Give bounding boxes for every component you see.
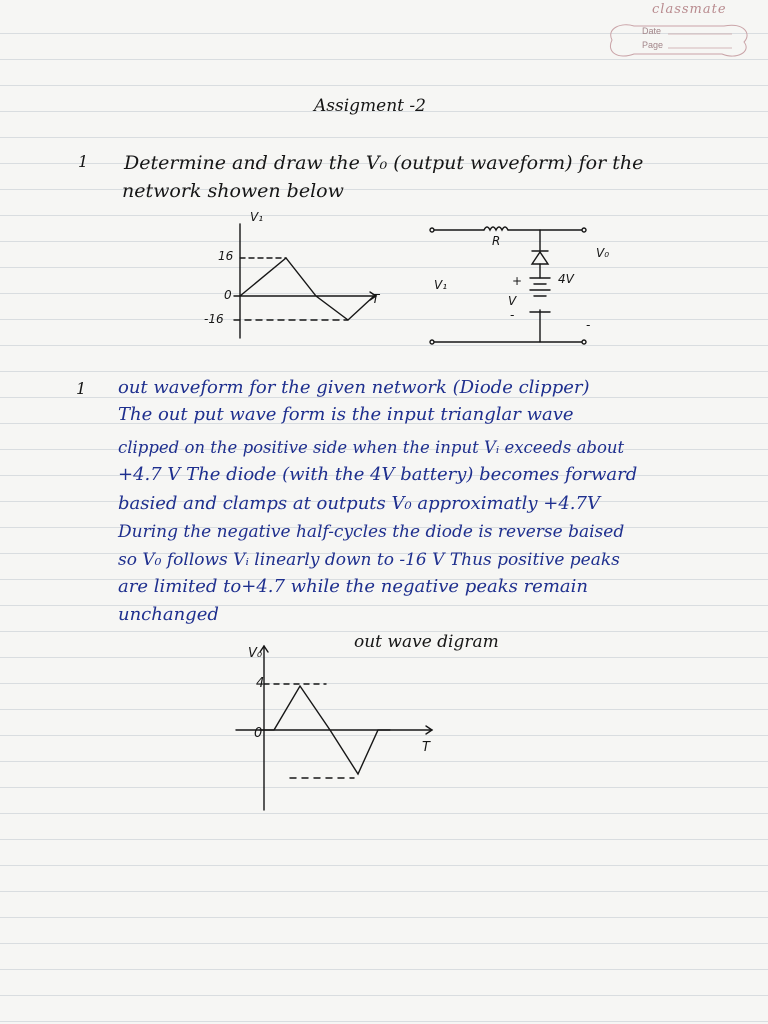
output-graph-caption: out wave digram [354,632,499,652]
answer-line-4: +4.7 V The diode (with the 4V battery) becomes forward [118,464,638,485]
answer-line-6: During the negative half-cycles the diode is reverse baised [118,522,625,542]
clipper-circuit-diagram [424,220,624,350]
resistor-icon [484,227,508,230]
answer-line-1: out waveform for the given network (Diode clipper) [118,377,590,398]
answer-number: 1 [76,379,87,398]
battery-voltage-label: V [508,294,517,308]
assignment-heading: Assigment -2 [314,96,426,116]
circuit-output-label: V₀ [596,246,610,260]
circuit-input-label: V₁ [434,278,448,292]
question-line-2: network showen below [122,180,344,202]
question-line-1: Determine and draw the V₀ (output waveform) for the [124,152,644,174]
answer-line-7: so V₀ follows Vᵢ linearly down to -16 V Thus positive peaks [118,550,620,570]
input-tick-positive: 16 [218,249,234,263]
answer-line-8: are limited to+4.7 while the negative peaks remain [118,576,588,597]
input-ylabel: V₁ [250,210,264,224]
date-page-frame-icon [604,18,750,62]
input-triangle-wave [240,258,374,320]
input-origin: 0 [224,288,232,302]
circuit-output-terminal-top [582,228,586,232]
output-xlabel: T [422,740,430,755]
answer-line-5: basied and clamps at outputs V₀ approximatly +4.7V [118,493,600,514]
date-page-box [604,18,750,62]
page-label: Page [642,40,664,50]
battery-minus-label: - [510,308,515,322]
question-number: 1 [78,152,89,171]
input-xlabel: T [372,292,380,306]
diode-icon [532,252,548,264]
date-label: Date [642,26,662,36]
output-minus-label: - [586,318,591,332]
answer-line-3: clipped on the positive side when the input Vᵢ exceeds about [118,438,625,457]
input-tick-negative: -16 [204,312,224,326]
resistor-label: R [492,234,501,248]
output-tick-positive: 4 [256,676,265,691]
output-origin: 0 [254,726,263,741]
circuit-output-terminal-bottom [582,340,586,344]
answer-line-2: The out put wave form is the input trianglar wave [118,404,574,425]
battery-plus-label: + [512,274,523,288]
output-ylabel: V₀ [248,646,263,661]
battery-label: 4V [558,272,574,286]
answer-line-9: unchanged [118,604,219,625]
input-waveform-graph [206,214,406,344]
output-waveform-graph [230,644,450,814]
notebook-brand: classmate [652,2,727,17]
